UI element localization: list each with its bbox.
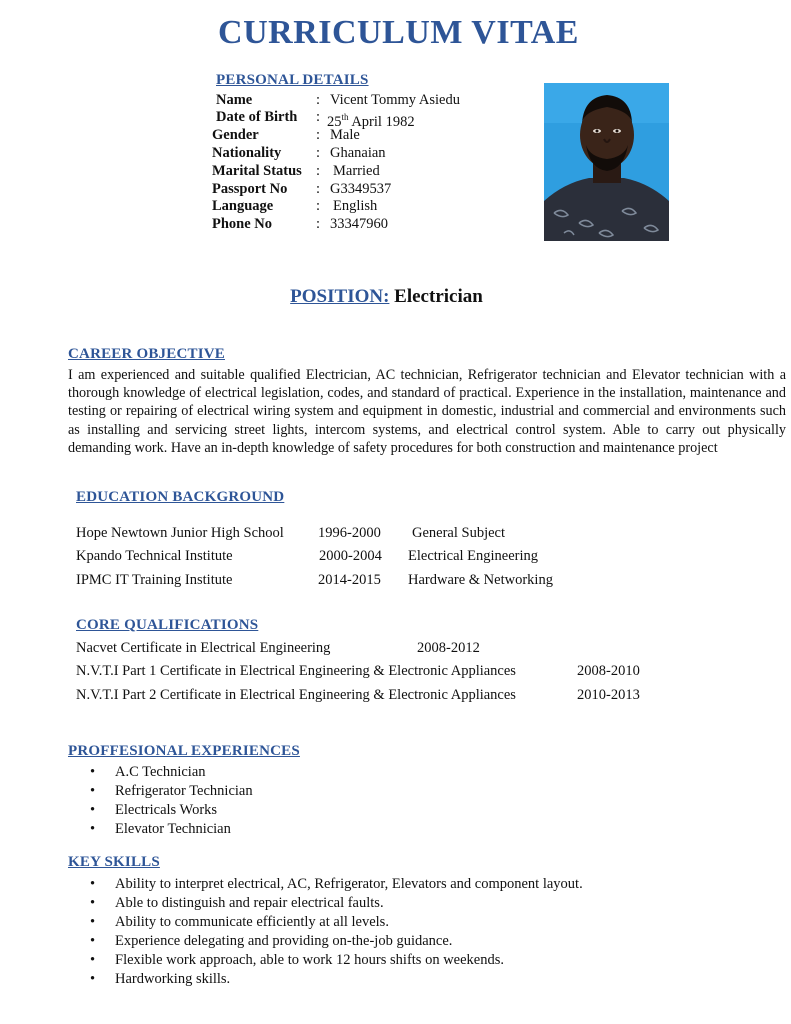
- education-years: 2014-2015: [318, 572, 381, 588]
- pd-colon: :: [316, 145, 321, 161]
- career-objective-text: I am experienced and suitable qualified Electrician, AC technician, Refrigerator technician and Elevator technician with a thorough knowledge of electrical legislation, codes, and standard of practical. Experience in the installation, maintenance and testing or repairing of electrical wiring system and equipment in domestic, industrial and commercial and environments such as installing and servicing street lights, intercom systems, and electrical control system. Able to carry out physically demanding work. Have an in-depth knowledge of safety procedures for both construction and maintenance project: [68, 367, 786, 456]
- key-skills-heading: KEY SKILLS: [68, 854, 160, 870]
- qualification-name: Nacvet Certificate in Electrical Engineering: [76, 640, 331, 656]
- dob-suffix: th: [341, 112, 349, 122]
- pd-colon: :: [316, 163, 321, 179]
- education-heading: EDUCATION BACKGROUND: [76, 489, 285, 505]
- pd-label: Language: [212, 198, 274, 214]
- list-item: • Experience delegating and providing on-the-job guidance.: [90, 932, 583, 951]
- list-item: • Ability to interpret electrical, AC, Refrigerator, Elevators and component layout.: [90, 875, 583, 894]
- dob-day: 25: [327, 113, 342, 130]
- list-item: • Elevator Technician: [90, 820, 253, 839]
- education-course: General Subject: [412, 525, 506, 541]
- pd-label: Nationality: [212, 145, 282, 161]
- pd-value: G3349537: [330, 181, 392, 197]
- qualification-years: 2008-2010: [577, 663, 640, 679]
- position-label: POSITION:: [290, 286, 390, 307]
- pd-value: Ghanaian: [330, 145, 386, 161]
- pd-colon: :: [316, 127, 321, 143]
- list-item: • Able to distinguish and repair electrical faults.: [90, 894, 583, 913]
- pd-value: English: [333, 198, 378, 214]
- education-course: Hardware & Networking: [408, 572, 553, 588]
- qualification-name: N.V.T.I Part 2 Certificate in Electrical Engineering & Electronic Appliances: [76, 687, 516, 703]
- qualification-years: 2008-2012: [417, 640, 480, 656]
- position-line: [0, 286, 773, 308]
- pd-colon: :: [316, 216, 321, 232]
- personal-details-heading: PERSONAL DETAILS: [216, 72, 369, 88]
- list-item: • Electricals Works: [90, 801, 253, 820]
- pd-colon: :: [316, 109, 321, 125]
- experiences-heading: PROFFESIONAL EXPERIENCES: [68, 743, 300, 759]
- pd-label: Gender: [212, 127, 259, 143]
- list-item: • Flexible work approach, able to work 12 hours shifts on weekends.: [90, 951, 583, 970]
- education-years: 1996-2000: [318, 525, 381, 541]
- profile-photo: [544, 83, 669, 241]
- qualifications-heading: CORE QUALIFICATIONS: [76, 617, 259, 633]
- experiences-list: [90, 763, 253, 839]
- pd-value: Married: [333, 163, 380, 179]
- portrait-illustration: [544, 83, 669, 241]
- list-item: • A.C Technician: [90, 763, 253, 782]
- position-value: Electrician: [394, 286, 483, 307]
- education-institution: Hope Newtown Junior High School: [76, 525, 284, 541]
- pd-colon: :: [316, 181, 321, 197]
- list-item: • Ability to communicate efficiently at all levels.: [90, 913, 583, 932]
- list-item: • Refrigerator Technician: [90, 782, 253, 801]
- list-item: • Hardworking skills.: [90, 970, 583, 989]
- pd-value: 33347960: [330, 216, 388, 232]
- pd-value: Male: [330, 127, 360, 143]
- education-institution: IPMC IT Training Institute: [76, 572, 233, 588]
- pd-label: Date of Birth: [216, 109, 298, 125]
- education-course: Electrical Engineering: [408, 548, 539, 564]
- education-institution: Kpando Technical Institute: [76, 548, 233, 564]
- pd-label: Passport No: [212, 181, 288, 197]
- dob-rest: April 1982: [348, 113, 415, 130]
- education-years: 2000-2004: [319, 548, 382, 564]
- pd-value: Vicent Tommy Asiedu: [330, 92, 460, 108]
- pd-label: Marital Status: [212, 163, 302, 179]
- pd-colon: :: [316, 198, 321, 214]
- document-title: CURRICULUM VITAE: [218, 14, 579, 51]
- key-skills-list: [90, 875, 583, 989]
- qualification-name: N.V.T.I Part 1 Certificate in Electrical Engineering & Electronic Appliances: [76, 663, 516, 679]
- qualification-years: 2010-2013: [577, 687, 640, 703]
- pd-label: Phone No: [212, 216, 273, 232]
- pd-colon: :: [316, 92, 321, 108]
- pd-label: Name: [216, 92, 253, 108]
- career-objective-heading: CAREER OBJECTIVE: [68, 346, 225, 362]
